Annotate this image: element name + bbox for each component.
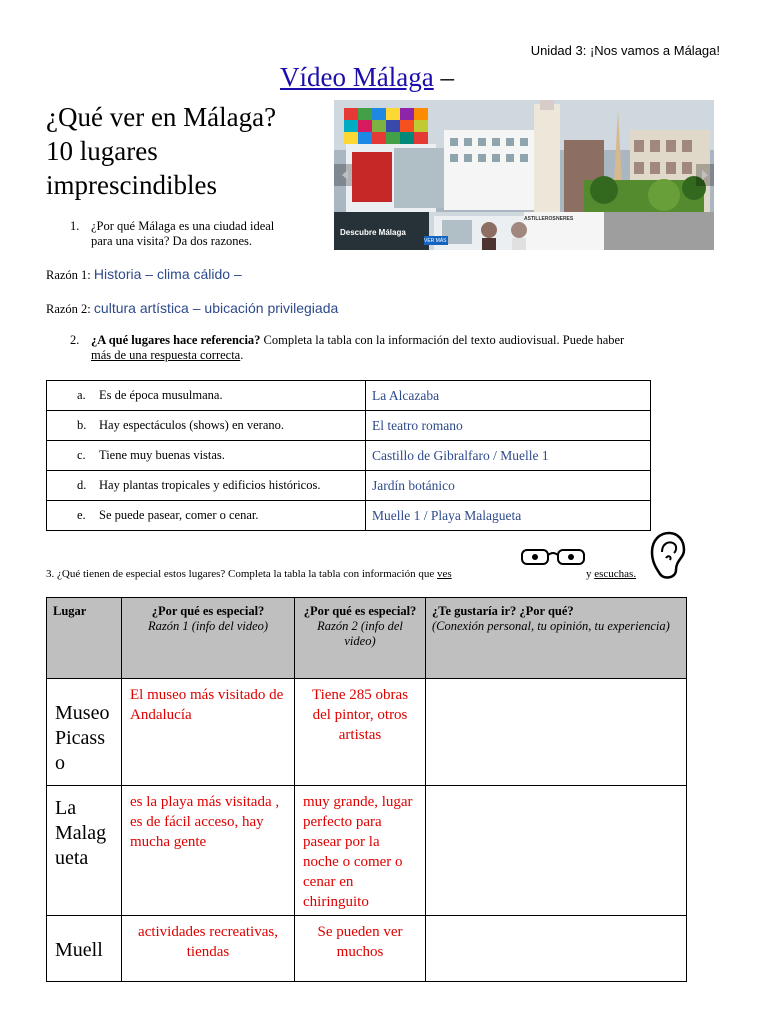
page-title: [46, 100, 326, 202]
table-row: [47, 786, 687, 916]
table-row: [47, 381, 651, 411]
column-header: [122, 598, 295, 679]
photo-sign: ASTILLEROS: [524, 216, 556, 222]
reason-1-cell[interactable]: El museo más visitado de Andalucía: [122, 679, 295, 786]
row-text: Hay espectáculos (shows) en verano.: [99, 418, 285, 432]
photo-caption: Descubre Málaga: [340, 228, 406, 237]
question-bold: ¿A qué lugares hace referencia?: [91, 333, 261, 347]
question-2: [70, 333, 720, 363]
place-name: La Malag ueta: [47, 786, 122, 916]
video-thumbnail[interactable]: [334, 100, 714, 250]
special-places-table: [46, 597, 687, 982]
question-3: [46, 568, 452, 580]
column-header: [47, 598, 122, 679]
row-key: d.: [77, 478, 87, 492]
reason-2: [46, 300, 338, 317]
answer-cell[interactable]: Jardín botánico: [366, 471, 651, 501]
row-text: Se puede pasear, comer o cenar.: [99, 508, 259, 522]
row-key: e.: [77, 508, 86, 522]
reason-1-cell[interactable]: actividades recreativas, tiendas: [122, 916, 295, 982]
question-number: 2.: [70, 333, 80, 347]
title-line: imprescindibles: [46, 170, 217, 200]
header-title: ¿Por qué es especial?: [151, 604, 265, 618]
answer-cell[interactable]: Muelle 1 / Playa Malagueta: [366, 501, 651, 531]
row-key: c.: [77, 448, 86, 462]
photo-sign-2: NERES: [556, 216, 574, 222]
table-row: [47, 501, 651, 531]
title-line: ¿Qué ver en Málaga?: [46, 102, 277, 132]
row-text: Es de época musulmana.: [99, 388, 223, 402]
reason-2-cell[interactable]: Se pueden ver muchos: [295, 916, 426, 982]
table-row: [47, 471, 651, 501]
ear-icon: [646, 530, 688, 582]
table-header-row: [47, 598, 687, 679]
answer-cell[interactable]: El teatro romano: [366, 411, 651, 441]
table-row: [47, 441, 651, 471]
question-1: [70, 219, 330, 249]
escuchas-word: escuchas.: [594, 568, 637, 580]
question-text: 3. ¿Qué tienen de especial estos lugares? Completa la tabla la tabla con información que: [46, 568, 437, 580]
ves-word: ves: [436, 568, 452, 580]
opinion-cell[interactable]: [426, 679, 687, 786]
question-3-end: [586, 568, 636, 580]
table-row: [47, 679, 687, 786]
row-key: a.: [77, 388, 86, 402]
period: .: [240, 348, 244, 362]
reason-label: Razón 2:: [46, 302, 91, 316]
header-sub: Razón 1 (info del video): [147, 619, 269, 633]
question-text: para una visita? Da dos razones.: [91, 234, 253, 248]
row-key: b.: [77, 418, 87, 432]
video-title: [280, 62, 454, 93]
glasses-icon: [520, 546, 588, 568]
title-line: 10 lugares: [46, 136, 158, 166]
row-text: Tiene muy buenas vistas.: [99, 448, 225, 462]
place-name: Museo Picass o: [47, 679, 122, 786]
unit-header: Unidad 3: ¡Nos vamos a Málaga!: [530, 43, 720, 58]
header-title: ¿Por qué es especial?: [303, 604, 417, 618]
header-sub: Razón 2 (info del video): [317, 619, 403, 648]
table-row: [47, 411, 651, 441]
reason-2-cell[interactable]: muy grande, lugar perfecto para pasear por la noche o comer o cenar en chiringuito: [295, 786, 426, 916]
reason-2-cell[interactable]: Tiene 285 obras del pintor, otros artistas: [295, 679, 426, 786]
reason-label: Razón 1:: [46, 268, 91, 282]
reason-1-cell[interactable]: es la playa más visitada , es de fácil acceso, hay mucha gente: [122, 786, 295, 916]
video-link[interactable]: Vídeo Málaga: [280, 62, 434, 92]
column-header: [295, 598, 426, 679]
question-underlined: más de una respuesta correcta: [91, 348, 241, 362]
reason-1: [46, 266, 242, 283]
title-dash: –: [440, 62, 454, 92]
conjunction: y: [586, 568, 595, 580]
column-header: [426, 598, 687, 679]
place-name: Muell: [47, 916, 122, 982]
answer-cell[interactable]: Castillo de Gibralfaro / Muelle 1: [366, 441, 651, 471]
table-row: [47, 916, 687, 982]
opinion-cell[interactable]: [426, 916, 687, 982]
photo-button[interactable]: VER MÁS: [424, 238, 447, 244]
opinion-cell[interactable]: [426, 786, 687, 916]
header-sub: (Conexión personal, tu opinión, tu experiencia): [432, 619, 670, 633]
places-table: [46, 380, 651, 531]
reason-answer: Historia – clima cálido –: [93, 266, 242, 282]
header-title: ¿Te gustaría ir? ¿Por qué?: [432, 604, 574, 618]
header-title: Lugar: [53, 604, 87, 618]
question-text: Completa la tabla con la información del texto audiovisual. Puede haber: [260, 333, 625, 347]
row-text: Hay plantas tropicales y edificios históricos.: [99, 478, 321, 492]
question-number: 1.: [70, 219, 80, 233]
question-text: ¿Por qué Málaga es una ciudad ideal: [91, 219, 275, 233]
answer-cell[interactable]: La Alcazaba: [366, 381, 651, 411]
reason-answer: cultura artística – ubicación privilegiada: [93, 300, 339, 316]
